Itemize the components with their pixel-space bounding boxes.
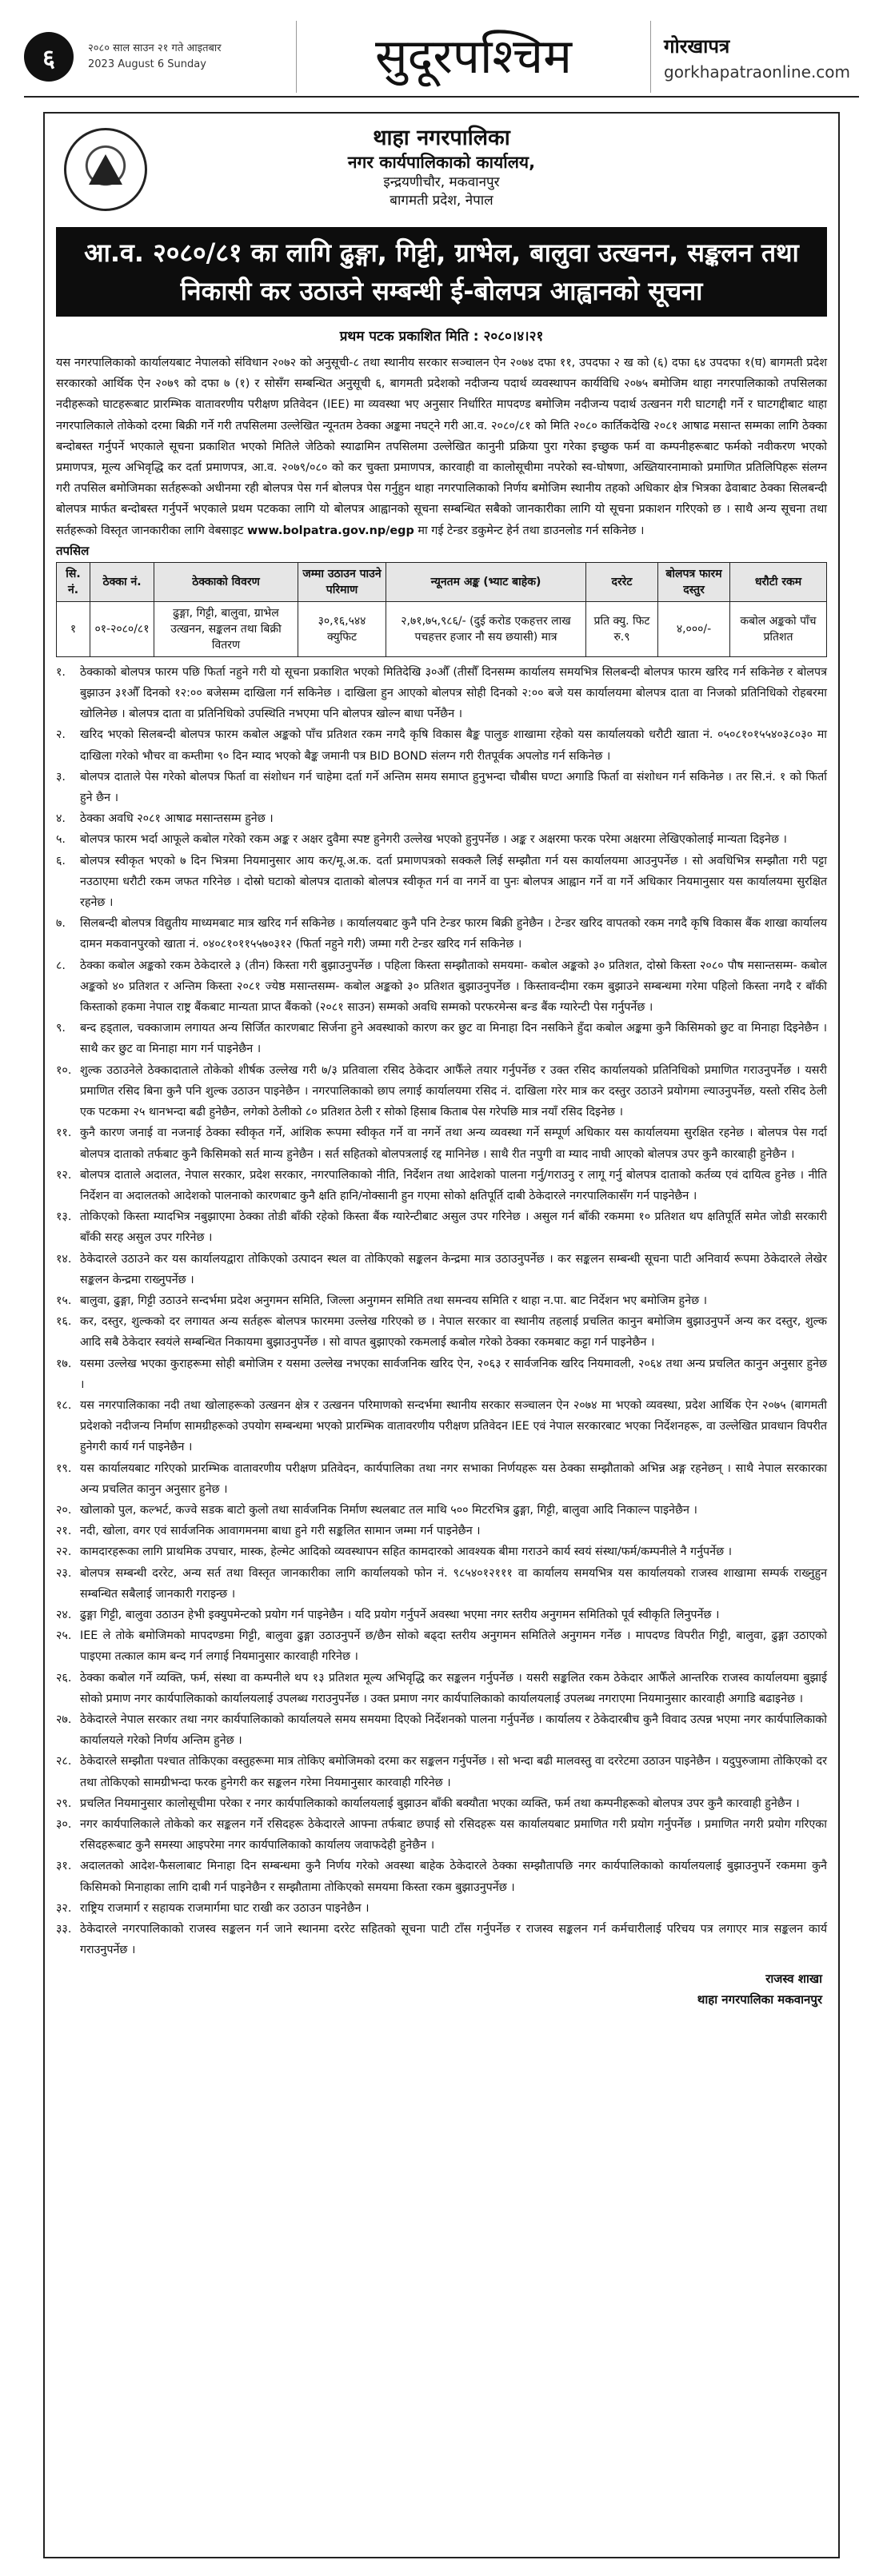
list-item	[56, 1500, 827, 1521]
list-item	[56, 1395, 827, 1458]
term-text: नदी, खोला, वगर एवं सार्वजनिक आवागमनमा बाधा हुने गरी सङ्कलित सामान जम्मा गर्न पाइनेछैन ।	[80, 1525, 481, 1538]
brand-block	[651, 33, 859, 82]
list-item	[56, 1709, 827, 1751]
table-cell: ३०,१६,५४४ क्युफिट	[298, 601, 386, 656]
table-cell: ४,०००/-	[658, 601, 730, 656]
term-text: ठेक्काको बोलपत्र फारम पछि फिर्ता नहुने गरी यो सूचना प्रकाशित भएको मितिदेखि ३०औँ (तीसौँ दिनसम्म कार्यालय समयभित्र सिलबन्दी बोलपत्र फारम खरिद गर्न सकिनेछ र बोलपत्र बुझाउन ३१औँ दिनको १२:०० बजेसम्म दाखिला गर्न सकिनेछ । दाखिला हुन आएको बोलपत्र सोही दिनको २:०० बजे यस कार्यालयमा बोलपत्र दाता वा निजको प्रतिनिधिको रोहबरमा खोलिनेछ । बोलपत्र दाता वा प्रतिनिधिको उपस्थिति नभएमा पनि बोलपत्र खोल्न बाधा पर्नेछैन ।	[80, 665, 827, 721]
term-text: IEE ले तोके बमोजिमको मापदण्डमा गिट्टी, बालुवा ढुङ्गा उठाउनुपर्ने छ/छैन सोको बढ्दा स्तरीय अनुगमन समितिले अनुगमन गर्नेछ । मापदण्ड विपरीत गिट्टी, बालुवा, ढुङ्गा उठाएको पाइएमा तत्काल काम बन्द गर्न लगाई नियमानुसार कारवाही गरिनेछ ।	[80, 1629, 827, 1664]
term-number: २७.	[56, 1713, 72, 1726]
col-header: ठेक्काको विवरण	[154, 562, 298, 601]
term-number: १६.	[56, 1315, 72, 1329]
term-text: ठेक्का अवधि २०८१ आषाढ मसान्तसम्म हुनेछ ।	[80, 812, 274, 826]
tapsil-label: तपसिल	[56, 543, 90, 558]
list-item	[56, 1563, 827, 1605]
list-item	[56, 808, 827, 829]
bolpatra-website-link[interactable]: www.bolpatra.gov.np/egp	[247, 524, 414, 537]
list-item	[56, 1521, 827, 1541]
list-item	[56, 1018, 827, 1059]
terms-list	[56, 662, 827, 1961]
term-text: कुनै कारण जनाई वा नजनाई ठेक्का स्वीकृत गर्ने, आंशिक रूपमा स्वीकृत गर्ने वा नगर्ने तथा अन्य व्यवस्था गर्ने सम्पूर्ण अधिकार यस कार्यालयमा सुरक्षित रहनेछ । बोलपत्र पेस गर्दा बोलपत्र दाताको तर्फबाट कुनै किसिमको सर्त मान्य हुनेछैन । सर्त सहितको बोलपत्रलाई रद्द मानिनेछ । साथै रीत नपुगी वा म्याद नाघी आएको बोलपत्र उपर कुनै कारबाही हुनेछैन ।	[80, 1127, 827, 1161]
term-text: ठेकेदारले सम्झौता पश्चात तोकिएका वस्तुहरूमा मात्र तोकिए बमोजिमको दरमा कर सङ्कलन गर्नुपर्नेछ । सो भन्दा बढी मालवस्तु वा दररेटमा उठाउन पाइनेछैन । यदुपुरुजामा तोकिएको दर तथा तोकिएको सामग्रीभन्दा फरक हुनेगरी कर सङ्कलन गरेमा नियमानुसार कारवाही गरिनेछ ।	[80, 1755, 827, 1789]
term-number: ४.	[56, 812, 66, 826]
col-header: न्यूनतम अङ्क (भ्याट बाहेक)	[386, 562, 586, 601]
notice-title-banner: आ.व. २०८०/८१ का लागि ढुङ्गा, गिट्टी, ग्राभेल, बालुवा उत्खनन, सङ्कलन तथा निकासी कर उठाउने सम्बन्धी ई-बोलपत्र आह्वानको सूचना	[56, 227, 827, 317]
term-text: ठेकेदारले नगरपालिकाको राजस्व सङ्कलन गर्न जाने स्थानमा दररेट सहितको सूचना पाटी टाँस गर्नुपर्नेछ र राजस्व सङ्कलन गर्न कर्मचारीलाई परिचय पत्र लगाएर मात्र सङ्कलन कार्य गराउनुपर्नेछ ।	[80, 1923, 827, 1957]
table-cell: कबोल अङ्कको पाँच प्रतिशत	[730, 601, 827, 656]
term-number: १२.	[56, 1168, 72, 1182]
term-number: ६.	[56, 854, 66, 867]
brand-website: gorkhapatraonline.com	[664, 62, 851, 82]
org-address-1: इन्द्रयणीचौर, मकवानपुर	[383, 174, 500, 190]
term-text: यस कार्यालयबाट गरिएको प्रारम्भिक वातावरणीय परीक्षण प्रतिवेदन, कार्यपालिका तथा नगर सभाका निर्णयहरू यस ठेक्का सम्झौताको अभिन्न अङ्ग रहनेछन् । साथै नेपाल सरकारका अन्य प्रचलित कानुन अनुसार हुनेछ ।	[80, 1461, 827, 1496]
table-cell: प्रति क्यु. फिट रु.९	[586, 601, 658, 656]
list-item	[56, 1919, 827, 1960]
newspaper-masthead	[24, 18, 859, 98]
term-number: ५.	[56, 833, 66, 847]
list-item	[56, 1541, 827, 1562]
contract-table	[56, 562, 827, 657]
list-item	[56, 1206, 827, 1248]
list-item	[56, 1290, 827, 1311]
date-nepali: २०८० साल साउन २१ गते आइतबार	[88, 42, 222, 54]
signature-block	[56, 1968, 827, 2010]
term-text: ठेकेदारले नेपाल सरकार तथा नगर कार्यपालिकाको कार्यालयले समय समयमा दिएको निर्देशनको पालना गर्नुपर्नेछ । कार्यालय र ठेकेदारबीच कुनै विवाद उत्पन्न भएमा नगर कार्यपालिकाको कार्यालयले गरेको निर्णय अन्तिम हुनेछ ।	[80, 1713, 827, 1748]
term-text: बोलपत्र दाताले पेस गरेको बोलपत्र फिर्ता वा संशोधन गर्न चाहेमा दर्ता गर्ने अन्तिम समय समाप्त हुनुभन्दा चौबीस घण्टा अगाडि फिर्ता वा संशोधन गर्न सकिनेछ । तर सि.नं. १ को फिर्ता हुने छैन ।	[80, 770, 827, 805]
list-item	[56, 829, 827, 850]
term-number: १९.	[56, 1461, 72, 1475]
term-number: ३२.	[56, 1901, 72, 1915]
list-item	[56, 1311, 827, 1353]
term-text: यस नगरपालिकाका नदी तथा खोलाहरूको उत्खनन क्षेत्र र उत्खनन परिमाणको सन्दर्भमा स्थानीय सरकार सञ्चालन ऐन २०७४ मा भएको व्यवस्था, प्रदेश आर्थिक ऐन २०७५ (बागमती प्रदेशको नदीजन्य निर्माण सामग्रीहरूको उपयोग सम्बन्धमा भएको प्रारम्भिक वातावरणीय परीक्षण प्रतिवेदन IEE एवं नेपाल सरकारबाट भएका निर्देशनहरू, वा उल्लेखित प्रावधान विपरीत हुनेगरी कार्य गर्न पाइनेछैन ।	[80, 1398, 827, 1454]
list-item	[56, 1458, 827, 1500]
col-header: जम्मा उठाउन पाउने परिमाण	[298, 562, 386, 601]
table-cell: २,७१,७५,९८६/- (दुई करोड एकहत्तर लाख पचहत्तर हजार नौ सय छयासी) मात्र	[386, 601, 586, 656]
term-text: बोलपत्र स्वीकृत भएको ७ दिन भित्रमा नियमानुसार आय कर/मू.अ.क. दर्ता प्रमाणपत्रको सक्कलै लिई सम्झौता गर्न यस कार्यालयमा आउनुपर्नेछ । सो अवधिभित्र सम्झौता गरी पट्टा नउठाएमा धरौटी रकम जफत गरिनेछ । दोस्रो घटाको बोलपत्र दाताको बोलपत्र स्वीकृत गर्न वा नगर्ने वा पुनः बोलपत्र आह्वान गर्ने वा गर्ने अधिकार नियमानुसार यस कार्यालयमा सुरक्षित रहनेछ ।	[80, 854, 827, 910]
term-text: बालुवा, ढुङ्गा, गिट्टी उठाउने सन्दर्भमा प्रदेश अनुगमन समिति, जिल्ला अनुगमन समिति तथा समन्वय समिति र थाहा न.पा. बाट निर्देशन भए बमोजिम हुनेछ ।	[80, 1294, 708, 1307]
term-number: २१.	[56, 1525, 72, 1538]
table-cell: ०१-२०८०/८१	[90, 601, 154, 656]
list-item	[56, 955, 827, 1019]
term-number: ३०.	[56, 1818, 72, 1831]
nepal-emblem-icon	[64, 128, 147, 211]
page-number-badge: ६	[24, 32, 74, 82]
term-text: ठेकेदारले उठाउने कर यस कार्यालयद्वारा तोकिएको उत्पादन स्थल वा तोकिएको सङ्कलन केन्द्रमा मात्र उठाउनुपर्नेछ । कर सङ्कलन सम्बन्धी सूचना पाटी अनिवार्य रूपमा ठेकेदारले लेखेर सङ्कलन केन्द्रमा राख्नुपर्नेछ ।	[80, 1252, 827, 1286]
list-item	[56, 1668, 827, 1709]
term-number: १.	[56, 665, 66, 679]
table-cell: ढुङ्गा, गिट्टी, बालुवा, ग्राभेल उत्खनन, सङ्कलन तथा बिक्री वितरण	[154, 601, 298, 656]
list-item	[56, 913, 827, 955]
term-text: तोकिएको किस्ता म्यादभित्र नबुझाएमा ठेक्का तोडी बाँकी रहेको किस्ता बैंक ग्यारेन्टीबाट असुल उपर गरिनेछ । असुल गर्न बाँकी रकममा १० प्रतिशत थप क्षतिपूर्ति समेत जोडी सरकारी बाँकी सरह असुल उपर गरिनेछ ।	[80, 1210, 827, 1245]
col-header: सि. नं.	[57, 562, 90, 601]
table-cell: १	[57, 601, 90, 656]
term-number: ११.	[56, 1127, 72, 1140]
section-name: सुदूरपश्चिम	[296, 21, 651, 93]
term-number: १४.	[56, 1252, 72, 1266]
term-number: ८.	[56, 959, 66, 972]
list-item	[56, 1793, 827, 1814]
list-item	[56, 1249, 827, 1290]
org-address-2: बागमती प्रदेश, नेपाल	[390, 193, 493, 209]
term-number: १५.	[56, 1294, 72, 1307]
term-number: २६.	[56, 1671, 72, 1685]
dateline	[88, 41, 296, 73]
term-number: १३.	[56, 1210, 72, 1224]
list-item	[56, 1856, 827, 1897]
publication-date: प्रथम पटक प्रकाशित मिति : २०८०।४।२१	[339, 329, 544, 345]
term-number: २३.	[56, 1566, 72, 1580]
list-item	[56, 1898, 827, 1919]
term-number: ३.	[56, 770, 66, 784]
org-name: थाहा नगरपालिका	[373, 126, 510, 150]
term-text: प्रचलित नियमानुसार कालोसूचीमा परेका र नगर कार्यपालिकाको कार्यालयलाई बुझाउन बाँकी बक्यौता भएका व्यक्ति, फर्म तथा कम्पनीहरूको बोलपत्र उपर कुनै कारवाही हुनेछैन ।	[80, 1796, 800, 1810]
term-number: २२.	[56, 1545, 72, 1559]
term-number: २.	[56, 728, 66, 742]
notice-header	[56, 125, 827, 222]
term-number: ९.	[56, 1022, 66, 1035]
term-text: खोलाको पुल, कल्भर्ट, कज्वे सडक बाटो कुलो तथा सार्वजनिक निर्माण स्थलबाट तल माथि ५०० मिटरभित्र ढुङ्गा, गिट्टी, बालुवा आदि निकाल्न पाइनेछैन ।	[80, 1503, 697, 1517]
intro-text-2: मा गई टेन्डर डकुमेन्ट हेर्न तथा डाउनलोड गर्न सकिनेछ ।	[418, 524, 645, 537]
list-item	[56, 851, 827, 914]
intro-paragraph	[56, 353, 827, 541]
term-text: यसमा उल्लेख भएका कुराहरूमा सोही बमोजिम र यसमा उल्लेख नभएका सार्वजनिक खरिद ऐन, २०६३ र सार्वजनिक खरिद नियमावली, २०६४ तथा अन्य प्रचलित कानुन अनुसार हुनेछ ।	[80, 1357, 827, 1391]
term-text: बोलपत्र दाताले अदालत, नेपाल सरकार, प्रदेश सरकार, नगरपालिकाको नीति, निर्देशन तथा आदेशको पालना गर्नु/गराउनु र लागू गर्नु बोलपत्र दाताको कर्तव्य एवं दायित्व हुनेछ । नीति निर्देशन वा अदालतको आदेशको पालनाको कारणबाट कुनै क्षति हानि/नोक्सानी हुन गएमा सोको क्षतिपूर्ति दाबी ठेकेदारले नगरपालिकासँग गर्न पाइनेछैन ।	[80, 1168, 827, 1202]
term-text: खरिद भएको सिलबन्दी बोलपत्र फारम कबोल अङ्कको पाँच प्रतिशत रकम नगदै कृषि विकास बैङ्क पालुङ शाखामा रहेको यस कार्यालयको धरौटी खाता नं. ०५०८१०१५५४०३८०३० मा दाखिला गरेको भौचर वा कम्तीमा ९० दिन म्याद भएको बैङ्क जमानी पत्र BID BOND संलग्न गरी रीतपूर्वक अपलोड गर्न सकिनेछ ।	[80, 728, 827, 763]
term-text: ठेक्का कबोल अङ्कको रकम ठेकेदारले ३ (तीन) किस्ता गरी बुझाउनुपर्नेछ । पहिला किस्ता सम्झौताको समयमा- कबोल अङ्कको ३० प्रतिशत, दोस्रो किस्ता २०८० पौष मसान्तसम्म- कबोल अङ्कको ४० प्रतिशत र अन्तिम किस्ता २०८१ ज्येष्ठ मसान्तसम्म- कबोल अङ्कको ३० प्रतिशत बुझाउनुपर्नेछ । किस्तावन्दीमा रकम बुझाउने सम्बन्धमा गरेमा पहिलो किस्ता नगदै र बाँकी किस्ताको हकमा नेपाल राष्ट्र बैंकबाट मान्यता प्राप्त बैंकको (२०८१ साउन) सम्मको अवधि सम्मको परफरमेन्स बन्ड बैंक ग्यारेन्टी पेस गर्नुपर्नेछ ।	[80, 959, 827, 1015]
date-english: 2023 August 6 Sunday	[88, 58, 206, 70]
term-number: ७.	[56, 917, 66, 931]
list-item	[56, 1625, 827, 1667]
term-number: २४.	[56, 1608, 72, 1621]
list-item	[56, 1814, 827, 1856]
col-header: धरौटी रकम	[730, 562, 827, 601]
term-number: १८.	[56, 1398, 72, 1412]
list-item	[56, 724, 827, 766]
col-header: ठेक्का नं.	[90, 562, 154, 601]
term-text: कामदारहरूका लागि प्राथमिक उपचार, मास्क, हेल्मेट आदिको व्यवस्थापन सहित कामदारको आवश्यक बीमा गराउने कार्य स्वयं संस्था/फर्म/कम्पनीले नै गर्नुपर्नेछ ।	[80, 1545, 733, 1559]
list-item	[56, 1060, 827, 1123]
term-text: राष्ट्रिय राजमार्ग र सहायक राजमार्गमा घाट राखी कर उठाउन पाइनेछैन ।	[80, 1901, 370, 1915]
list-item	[56, 1354, 827, 1395]
list-item	[56, 662, 827, 725]
list-item	[56, 1123, 827, 1164]
list-item	[56, 767, 827, 808]
term-number: २८.	[56, 1755, 72, 1769]
list-item	[56, 1165, 827, 1206]
term-text: बोलपत्र फारम भर्दा आफूले कबोल गरेको रकम अङ्क र अक्षर दुवैमा स्पष्ट हुनेगरी उल्लेख भएको हुनुपर्नेछ । अङ्क र अक्षरमा फरक परेमा अक्षरमा लेखिएकोलाई मान्यता दिइनेछ ।	[80, 833, 787, 847]
bid-notice	[43, 112, 840, 2558]
brand-name: गोरखापत्र	[664, 34, 730, 58]
intro-text-1: यस नगरपालिकाको कार्यालयबाट नेपालको संविधान २०७२ को अनुसूची-८ तथा स्थानीय सरकार सञ्चालन ऐन २०७४ दफा ११, उपदफा २ ख को (६) दफा ६४ उपदफा १(घ) बागमती प्रदेश सरकारको आर्थिक ऐन २०७९ को दफा ७ (१) र सोसँग सम्बन्धित अनुसूची ६, बागमती प्रदेशको नदीजन्य पदार्थ व्यवस्थापन कार्यविधि २०७५ बमोजिम थाहा नगरपालिकाको तपसिलका नदीहरूको घाटहरूबाट प्रारम्भिक वातावरणीय परीक्षण प्रतिवेदन (IEE) मा व्यवस्था भए अनुसार निर्धारित मापदण्ड बमोजिम नदीजन्य पदार्थ उत्खनन गरी घाटगद्दी गर्ने र घाटगद्दीबाट थाहा नगरपालिकाले तोकेको दरमा बिक्री गर्ने गरी तपसिलमा उल्लेखित न्यूनतम ठेक्का अङ्कमा नघट्ने गरी आ.व. २०८०/८१ को मिति २०८० कार्तिकदेखि २०८१ आषाढ मसान्त सम्मका लागि ठेक्का बन्दोबस्त गर्नुपर्ने भएकाले सूचना प्रकाशित भएको मितिले जेठिको स्याढामिन तपसिलमा उल्लेखित कानुनी प्रक्रिया पुरा गरेका इच्छुक फर्म वा कम्पनीहरूबाट फर्मको नवीकरण भएको प्रमाणपत्र, मूल्य अभिवृद्धि कर दर्ता प्रमाणपत्र, आ.व. २०७९/०८० को कर चुक्ता प्रमाणपत्र, कारवाही वा कालोसूचीमा नपरेको स्व-घोषणा, अख्तियारनामाको प्रमाणित प्रतिलिपिहरू संलग्न गरी तपसिल बमोजिमका सर्तहरूको अधीनमा रही बोलपत्र पेस गर्न बोलपत्र पेस गर्नुहुन थाहा नगरपालिकाको निर्णय बमोजिम स्थानीय तहको अधिकार क्षेत्र भित्रका ढेवाबाट ठेक्का सिलबन्दी बोलपत्र मार्फत बन्दोबस्त गर्नुपर्ने भएकाले प्रथम पटकका लागि यो बोलपत्र आह्वानको सूचना सम्बन्धित सबैको जानकारीका लागि यो सूचना प्रकाशन गरिएको छ । साथै अन्य सूचना तथा सर्तहरूको विस्तृत जानकारीका लागि वेबसाइट	[56, 357, 827, 537]
term-number: २९.	[56, 1796, 72, 1810]
term-number: १७.	[56, 1357, 72, 1370]
term-number: २५.	[56, 1629, 72, 1643]
term-text: ठेक्का कबोल गर्ने व्यक्ति, फर्म, संस्था वा कम्पनीले थप १३ प्रतिशत मूल्य अभिवृद्धि कर सङ्कलन गर्नुपर्नेछ । यसरी सङ्कलित रकम ठेकेदार आफैँले आन्तरिक राजस्व कार्यालयमा बुझाई सोको प्रमाण नगर कार्यपालिकाको कार्यालयलाई उपलब्ध गराउनुपर्नेछ । उक्त प्रमाण नगर कार्यपालिकाको कार्यालयलाई उपलब्ध नगराएमा नियमानुसार कारवाही अगाडि बढाइनेछ ।	[80, 1671, 828, 1705]
term-text: नगर कार्यपालिकाले तोकेको कर सङ्कलन गर्ने रसिदहरू ठेकेदारले आफ्ना तर्फबाट छपाई सो रसिदहरू यस कार्यालयबाट प्रमाणित गरी प्रयोग गर्नुपर्नेछ । प्रमाणित नगरी प्रयोग गरिएका रसिदहरूबाट कुनै समस्या आइपरेमा नगर कार्यपालिकाको कार्यालय जवाफदेही हुनेछैन ।	[80, 1818, 827, 1852]
col-header: दररेट	[586, 562, 658, 601]
list-item	[56, 1751, 827, 1792]
term-text: बन्द हड्ताल, चक्काजाम लगायत अन्य सिर्जित कारणबाट सिर्जना हुने अवस्थाको कारण कर छुट वा मिनाहा दिन नसकिने हुँदा कबोल अङ्कमा कुनै किसिमको छुट वा मिनाहा दिइनेछैन । साथै कर छुट वा मिनाहा माग गर्न पाइनेछैन ।	[80, 1022, 827, 1056]
table-row	[57, 601, 827, 656]
col-header: बोलपत्र फारम दस्तुर	[658, 562, 730, 601]
table-header-row	[57, 562, 827, 601]
term-number: ३१.	[56, 1860, 72, 1873]
term-text: कर, दस्तुर, शुल्कको दर लगायत अन्य सर्तहरू बोलपत्र फारममा उल्लेख गरिएको छ । नेपाल सरकार वा स्थानीय तहलाई प्रचलित कानुन बमोजिम बुझाउनुपर्ने अन्य कर दस्तुर, शुल्क आदि सबै ठेकेदार स्वयंले सम्बन्धित निकायमा बुझाउनुपर्नेछ । सो वापत बुझाएको रकमलाई कबोल गरेको ठेक्का रकमबाट कट्टा गर्न पाइनेछैन ।	[80, 1315, 827, 1350]
term-text: शुल्क उठाउनेले ठेक्कादाताले तोकेको शीर्षक उल्लेख गरी ७/३ प्रतिवाला रसिद ठेकेदार आफैँले तयार गर्नुपर्नेछ र उक्त रसिद कार्यालयको प्रतिनिधिको प्रमाणित गराउनुपर्नेछ । यसरी प्रमाणित रसिद बिना कुनै पनि शुल्क उठाउन पाइनेछैन । नगरपालिकाको छाप लगाई कार्यालयमा रसिद नं. दाखिला गरेर मात्र कर दस्तुर उठाउने प्रयोगमा ल्याउनुपर्नेछ, यस्तो रसिद ठेली एक पटकमा २५ थानभन्दा बढी हुनेछैन, लगेको ठेलीको ८० प्रतिशत ठेली र सोको हिसाब किताब पेस गरेपछि मात्र नयाँ रसिद दिइनेछ ।	[80, 1063, 827, 1119]
org-subtitle: नगर कार्यपालिकाको कार्यालय,	[347, 153, 536, 172]
term-number: १०.	[56, 1063, 72, 1077]
signature-line-2: थाहा नगरपालिका मकवानपुर	[697, 1992, 822, 2008]
term-text: ढुङ्गा गिट्टी, बालुवा उठाउन हेभी इक्युपमेन्टको प्रयोग गर्न पाइनेछैन । यदि प्रयोग गर्नुपर्ने अवस्था भएमा नगर स्तरीय अनुगमन समितिको पूर्व स्वीकृति लिनुपर्नेछ ।	[80, 1608, 720, 1621]
list-item	[56, 1605, 827, 1625]
term-text: अदालतको आदेश-फैसलाबाट मिनाहा दिन सम्बन्धमा कुनै निर्णय गरेको अवस्था बाहेक ठेकेदारले ठेक्का सम्झौतापछि नगर कार्यपालिकाको कार्यालयलाई बुझाउनुपर्ने रकममा कुनै किसिमको मिनाहाका लागि दाबी गर्न पाइनेछैन र सम्झौतामा तोकिएको समयमा किस्ता रकम बुझाउनुपर्नेछ ।	[80, 1860, 827, 1894]
term-number: ३३.	[56, 1923, 72, 1936]
term-text: सिलबन्दी बोलपत्र विद्युतीय माध्यमबाट मात्र खरिद गर्न सकिनेछ । कार्यालयबाट कुनै पनि टेन्डर फारम बिक्री हुनेछैन । टेन्डर खरिद वापतको रकम नगदै कृषि विकास बैंक शाखा कार्यालय दामन मकवानपुरको खाता नं. ०४०८१०११५५७०३१२ (फिर्ता नहुने गरी) जम्मा गरी टेन्डर खरिद गर्न सकिनेछ ।	[80, 917, 827, 951]
term-number: २०.	[56, 1503, 72, 1517]
signature-line-1: राजस्व शाखा	[765, 1972, 822, 1987]
term-text: बोलपत्र सम्बन्धी दररेट, अन्य सर्त तथा विस्तृत जानकारीका लागि कार्यालयको फोन नं. ९८५४०१२१११ वा कार्यालय समयभित्र यस कार्यालयको राजस्व शाखामा सम्पर्क राख्नुहुन सम्बन्धित सबैलाई जानकारी गराइन्छ ।	[80, 1566, 827, 1601]
